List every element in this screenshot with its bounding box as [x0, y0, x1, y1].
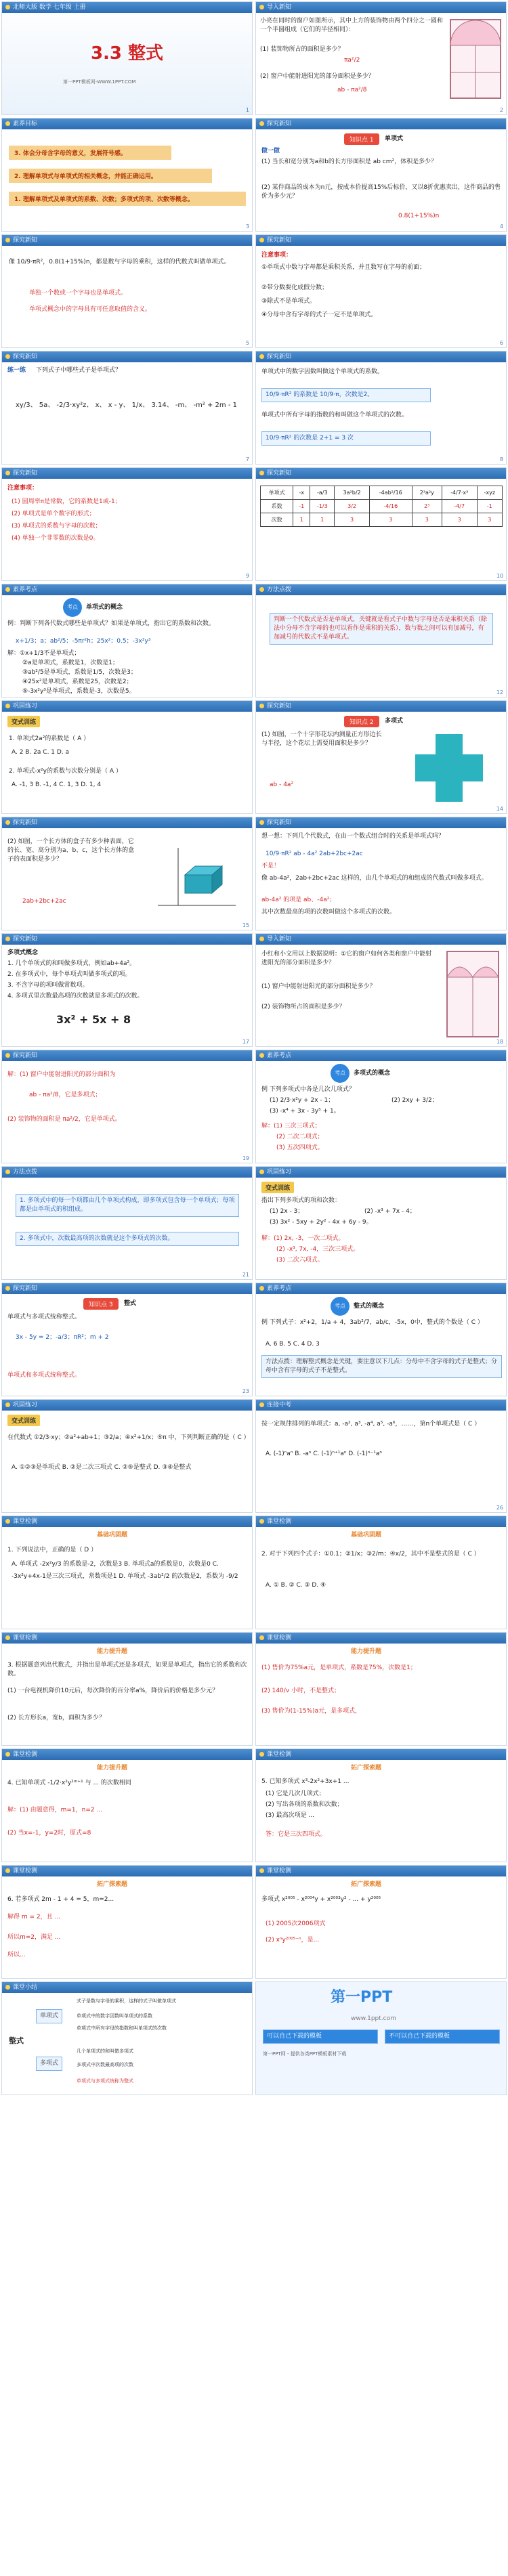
answer-1: 解得 m = 2，且 ... — [7, 1914, 61, 1920]
topic: 多项式的概念 — [354, 1070, 391, 1077]
slide-notice: 探究新知 注意事项： ①单项式中数与字母都是乘积关系，并且数写在字母的前面； ②带分数要化成假分数； ③除式不是单项式。 ④分母中含有字母的式子一定不是单项式。 6 — [255, 234, 507, 348]
slide-header: 探究新知 — [256, 351, 506, 362]
sub-2: (2) 长方形长a，宽b，面积为多少？ — [7, 1715, 105, 1721]
slide-test-6 — [255, 1748, 507, 1862]
slide-header: 探究新知 — [256, 235, 506, 246]
title: 基础巩固题 — [351, 1532, 382, 1539]
slide-header: 方法点拨 — [2, 1167, 252, 1178]
question: 例 下列多项式中各是几次几项式？ — [261, 1086, 355, 1093]
answer-2: (2) -x³, 7x, -4，三次三项式。 — [276, 1246, 360, 1253]
question: 1. 下列说法中，正确的是（ D ） — [7, 1547, 98, 1553]
items: x+1/3；a；ab²/5；-5πr²h；25x²；0.5；-3x²y³ — [16, 638, 151, 645]
slide-header: 巩固练习 — [2, 701, 252, 712]
answer-1: (1) 2005次2006项式 — [266, 1920, 326, 1927]
center-node: 整式 — [9, 2036, 24, 2045]
slide-cover: 北师大版 数学 七年级 上册 3.3 整式 第一PPT模板网-WWW.1PPT.COM 1 — [1, 1, 253, 115]
notice-3: (3) 单项式的系数与字母的次数； — [12, 523, 102, 530]
right-heading[interactable]: 不可以自己下载的模板 — [385, 2030, 500, 2044]
notice-4: ④分母中含有字母的式子一定不是单项式。 — [261, 312, 377, 318]
rule-1: 式子是数与字母的乘积，这样的式子叫做单项式 — [77, 1998, 176, 2004]
method-1: 1. 多项式中的每一个项都由几个单项式构成，即多项式包含每一个单项式；每项都是由单项式的积组成。 — [16, 1194, 239, 1217]
question: 小红和小文用以上数据说明：①它的窗户如何各类和窗户中能射进阳光的部分面积是多少？ — [261, 951, 432, 966]
demo-formula: 3x² + 5x + 8 — [56, 1013, 131, 1026]
answer-2: ab - πa²/8 — [337, 87, 367, 93]
slide-test-5 — [1, 1748, 253, 1862]
practice-title: 变式训练 — [7, 716, 40, 727]
question: (1) 如图，一个十字形花坛内测量正方形边长与半径，这个花坛上需要用面积是多少？ — [261, 731, 382, 747]
slide-header: 课堂检测 — [256, 1516, 506, 1527]
slide-header: 课堂检测 — [2, 1516, 252, 1527]
slide-header: 课堂检测 — [2, 1866, 252, 1876]
answer-1: πa²/2 — [344, 57, 360, 64]
slide-goals: 素养目标 3. 体会分母含字母的意义，发展符号感。 2. 理解单项式与单项式的相关概念，并能正确运用。 1. 理解单项式及单项式的系数、次数；多项式的项、次数等概念。 3 — [1, 118, 253, 232]
slide-answer: 探究新知 解：(1) 窗户中能射进阳光的部分面积为 ab - πa²/8，它是多项式； (2) 装饰物的面积是 πa²/2，它是单项式。 19 — [1, 1050, 253, 1163]
cross-figure — [412, 731, 486, 805]
notice-2: (2) 单项式是单个数字的形式； — [12, 511, 96, 517]
slide-header: 课堂检测 — [2, 1633, 252, 1644]
answer-1: 解：(1) 三次三项式； — [261, 1123, 321, 1130]
options: A. (-1)ⁿaⁿ B. -aⁿ C. (-1)ⁿ⁺¹aⁿ D. (-1)ⁿ⁻¹aⁿ — [266, 1451, 382, 1457]
topic: 单项式 — [385, 135, 404, 142]
slide-header: 导入新知 — [256, 2, 506, 13]
knowledge-tag: 知识点 1 — [344, 133, 379, 145]
answer-2: ②a是单项式，系数是1，次数是1； — [22, 660, 119, 666]
slide-example — [1, 584, 253, 697]
slide-practice-1: 探究新知 练一练 下列式子中哪些式子是单项式？ xy/3、 5a、 -2/3·xy²z、 x、 x - y、 1/x、 3.14、 -m、 -m² + 2m - 1 7 — [1, 351, 253, 465]
slide-header: 素养考点 — [256, 1050, 506, 1061]
sub-2: (2) 写出各项的系数和次数； — [266, 1801, 343, 1808]
answer-2: (2) xⁿy²⁰⁰⁵⁻ⁿ，是... — [266, 1937, 320, 1944]
topic: 整式 — [124, 1300, 137, 1307]
node-poly: 多项式 — [36, 2057, 62, 2071]
question-1: (1) 装饰物所占的面积是多少？ — [260, 46, 344, 53]
slide-summary-final — [1, 1981, 253, 2095]
answer-3: (3) 二次六项式。 — [276, 1257, 324, 1264]
question-1: (1) 当长和宽分别为a和b的长方形面积是 ab cm²，体积是多少？ — [261, 158, 438, 165]
rule-2: 单项式中的数字因数叫单项式的系数 — [77, 2013, 152, 2019]
text: 单项式与多项式统称整式。 — [7, 1314, 81, 1321]
slide-ad — [255, 1981, 507, 2095]
slide-knowledge-1: 探究新知 知识点 1 单项式 做一做 (1) 当长和宽分别为a和b的长方形面积是 ab cm²，体积是多少？ (2) 某件商品的成本为n元，按成本价提高15%后标价，又以8折优惠卖出，这件商品的售价为多少元？ 0.8(1+15%)n 4 — [255, 118, 507, 232]
slide-header: 探究新知 — [256, 468, 506, 479]
method-text: 判断一个代数式是否是单项式，关键就是看式子中数与字母是否是乘积关系（除法中分母不含字母的也可以看作是乘积的关系），数与数之间可以有加减号，有加减号的代数式不是单项式。 — [270, 613, 493, 645]
notice-3: ③除式不是单项式。 — [261, 298, 316, 305]
slide-header: 探究新知 — [2, 817, 252, 828]
question: 下列式子中哪些式子是单项式？ — [36, 367, 122, 374]
slide-header: 连接中考 — [256, 1400, 506, 1411]
question-2: (2) 窗户中能射进阳光的部分面积是多少？ — [260, 73, 375, 80]
def-2: 单项式中所有字母的指数的和叫做这个单项式的次数。 — [261, 412, 408, 418]
answer-1: 解：(1) 2x, -3，一次二项式。 — [261, 1235, 345, 1242]
table-row: 次数 1 1 3 3 3 3 3 — [261, 513, 503, 527]
slide-knowledge-4: 探究新知 知识点 3 整式 单项式与多项式统称整式。 3x - 5y = 2；-a/3；πR²；m + 2 单项式和多项式统称整式。 23 — [1, 1283, 253, 1396]
practice-title: 变式训练 — [261, 1182, 294, 1193]
notice-2: ②带分数要化成假分数； — [261, 284, 329, 291]
slide-knowledge-2: 探究新知 像 10/9·πR²，0.8(1+15%)n，都是数与字母的乘积，这样的代数式叫做单项式。 单独一个数或一个字母也是单项式。 单项式概念中的字母具有可任意取值的含义。 5 — [1, 234, 253, 348]
question: 6. 若多项式 2m - 1 + 4 = 5，m=2... — [7, 1896, 114, 1903]
slide-header: 课堂检测 — [256, 1633, 506, 1644]
item-3: (3) 3x² - 5xy + 2y² - 4x + 6y - 9。 — [270, 1219, 373, 1226]
rule-1: 1. 几个单项式的和叫做多项式，例如ab+4a²。 — [7, 960, 136, 967]
question: 在代数式 ①2/3·xy；②a²+ab+1；③2/a；④x²+1/x；⑤π 中，下列判断正确的是（ C ） — [7, 1434, 250, 1441]
options-1: A. 2 B. 2a C. 1 D. a — [12, 749, 70, 756]
answer-3: (3) 售价为(1-15%)a元，是多项式， — [261, 1708, 362, 1715]
item-2: (2) 2xy + 3/2； — [391, 1097, 438, 1104]
slide-test-4 — [255, 1632, 507, 1746]
slide-coefficient: 探究新知 单项式中的数字因数叫做这个单项式的系数。 10/9·πR² 的系数是 10/9·π，次数是2。 单项式中所有字母的指数的和叫做这个单项式的次数。 10/9·πR² 的次数是 2+1 = 3 次 8 — [255, 351, 507, 465]
answer: 不是！ — [261, 863, 280, 870]
site-url: www.1ppt.com — [351, 2015, 396, 2022]
slide-header: 探究新知 — [2, 1283, 252, 1294]
item-1: (1) 2/3·x²y + 2x - 1； — [270, 1097, 335, 1104]
window-figure — [449, 18, 502, 100]
rule-6: 单项式与多项式统称为整式 — [77, 2078, 133, 2084]
title: 基础巩固题 — [97, 1532, 128, 1539]
answer-2: ab - πa²/8，它是多项式； — [29, 1092, 102, 1098]
title: 能力提升题 — [97, 1648, 128, 1655]
degree: 其中次数最高的项的次数叫做这个多项式的次数。 — [261, 909, 396, 916]
rule-4: 几个单项式的和叫做多项式 — [77, 2048, 133, 2054]
answer-3: 所以... — [7, 1952, 26, 1958]
practice-title: 变式训练 — [7, 1415, 40, 1426]
question: 2. 对于下列四个式子：①0.1；②1/x；③2/m；④x/2，其中不是整式的是（ C ） — [261, 1551, 480, 1558]
question-2: 2. 单项式-x²y的系数与次数分别是（ A ） — [9, 768, 122, 775]
question-3: (2) 装饰物所占的面积是多少？ — [261, 1004, 345, 1010]
window-figure — [446, 950, 500, 1038]
slide-example-3 — [255, 1283, 507, 1396]
intro: 想一想：下列几个代数式，在由一个数式组合时的关系是单项式吗？ — [261, 833, 445, 840]
answer-2: 所以m=2，满足 ... — [7, 1934, 61, 1941]
notice-title: 注意事项： — [261, 252, 293, 259]
note-1: 单独一个数或一个字母也是单项式。 — [29, 290, 127, 297]
answer-2: (2) 140/v 小时，不是整式； — [261, 1688, 341, 1694]
slide-header: 素养考点 — [256, 1283, 506, 1294]
definition: 像 10/9·πR²，0.8(1+15%)n，都是数与字母的乘积，这样的代数式叫做单项式。 — [9, 259, 230, 265]
question: 小亮在同时的窗户如图所示，其中上方的装饰物由两个四分之一圆和一个半圆组成（它们的半径相同）： — [260, 18, 444, 33]
answer-3: ③ab²/5是单项式，系数是1/5，次数是3； — [22, 669, 137, 676]
example-2: 10/9·πR² 的次数是 2+1 = 3 次 — [261, 431, 431, 446]
example-1: 10/9·πR² 的系数是 10/9·π，次数是2。 — [261, 388, 431, 402]
badge: 考点 — [331, 1064, 350, 1083]
answer: 0.8(1+15%)n — [398, 213, 440, 219]
slide-example-2 — [255, 1050, 507, 1163]
goal-2: 2. 理解单项式与单项式的相关概念，并能正确运用。 — [9, 169, 212, 183]
notice-1: (1) 圆周率π是常数，它的系数是1或-1； — [12, 498, 121, 505]
answer-3: (3) 五次四项式。 — [276, 1144, 324, 1151]
item-1: (1) 2x - 3； — [270, 1208, 304, 1215]
question: 按一定规律排列的单项式：a, -a², a³, -a⁴, a⁵, -a⁶，……，第n个单项式是（ C ） — [261, 1421, 481, 1427]
cube-figure — [151, 844, 239, 912]
note: 单项式和多项式统称整式。 — [7, 1372, 81, 1379]
slide-test-7 — [1, 1865, 253, 1979]
question: 指出下列多项式的项和次数： — [261, 1197, 341, 1204]
title: 拓广探索题 — [97, 1881, 128, 1888]
options-2: A. -1, 3 B. -1, 4 C. 1, 3 D. 1, 4 — [12, 781, 102, 788]
title: 多项式概念 — [7, 949, 39, 956]
method-note: 方法点拨：理解整式概念是关键，要注意以下几点：分母中不含字母的式子是整式；分母中含有字母的式子不是整式。 — [261, 1355, 502, 1378]
slide-header: 课堂检测 — [2, 1749, 252, 1760]
node-mono: 单项式 — [36, 2009, 62, 2023]
question: 例：判断下列各代数式哪些是单项式？如果是单项式，指出它的系数和次数。 — [7, 620, 215, 627]
slide-summary-1: 方法点拨 判断一个代数式是否是单项式，关键就是看式子中数与字母是否是乘积关系（除法中分母不含字母的也可以看作是乘积的关系），数与数之间可以有加减号，有加减号的代数式不是单项式。 12 — [255, 584, 507, 697]
slide-test-3 — [1, 1632, 253, 1746]
items: 10/9·πR² ab - 4a² 2ab+2bc+2ac — [266, 851, 363, 857]
items: xy/3、 5a、 -2/3·xy²z、 x、 x - y、 1/x、 3.14、 -m、 -m² + 2m - 1 — [16, 402, 237, 409]
slide-test-8 — [255, 1865, 507, 1979]
answer-3: (2) 装饰物的面积是 πa²/2，它是单项式。 — [7, 1116, 121, 1123]
question: 例 下列式子：x²+2，1/a + 4，3ab²/7，ab/c，-5x，0中，整式的个数是（ C ） — [261, 1319, 484, 1326]
slide-header: 素养目标 — [2, 119, 252, 129]
answer-1: 解：①x+1/3不是单项式； — [7, 650, 81, 657]
answer: 答：它是三次四项式。 — [266, 1831, 327, 1838]
badge: 考点 — [331, 1297, 350, 1316]
rule-5: 多项式中次数最高项的次数 — [77, 2062, 133, 2067]
answer: ab - 4a² — [270, 781, 294, 788]
def-1: 单项式中的数字因数叫做这个单项式的系数。 — [261, 368, 384, 375]
practice-label: 做一做 — [261, 148, 280, 154]
goal-1: 1. 理解单项式及单项式的系数、次数；多项式的项、次数等概念。 — [9, 192, 246, 206]
answer: 2ab+2bc+2ac — [22, 898, 66, 905]
definition: 像 ab-4a²，2ab+2bc+2ac 这样的，由几个单项式的和组成的代数式叫做多项式。 — [261, 875, 488, 882]
options: A. 单项式 -2x²y/3 的系数是-2，次数是3 B. 单项式a的系数是0，次数是0 C. -3x²y+4x-1是三次三项式，常数项是1 D. 单项式 -3ab²/2 的次数是2，系数为 -9/2 — [12, 1561, 238, 1580]
items: 3x - 5y = 2；-a/3；πR²；m + 2 — [16, 1334, 109, 1341]
ad-text: 第一PPT网 - 提供各类PPT模板素材下载 — [263, 2051, 347, 2057]
knowledge-tag: 知识点 3 — [83, 1298, 119, 1310]
rule-2: 2. 在多项式中，每个单项式叫做多项式的项。 — [7, 971, 131, 978]
topic: 多项式 — [385, 718, 404, 725]
question: (2) 如图，一个长方体的盒子有多少种表面，它的长、宽、高分别为a、b、c，这个长方体的盒子的表面积是多少？ — [7, 838, 135, 863]
answer-5: ⑤-3x²y³是单项式，系数是-3，次数是5。 — [22, 688, 135, 695]
question: 3. 根据题意列出代数式，并指出是单项式还是多项式，如果是单项式，指出它的系数和次数。 — [7, 1662, 247, 1677]
sub-1: (1) 一台电视机降价10元后，每次降价的百分率a%，降价后的价格是多少元？ — [7, 1688, 219, 1694]
title: 拓广探索题 — [351, 1765, 382, 1772]
slide-link: 连接中考 按一定规律排列的单项式：a, -a², a³, -a⁴, a⁵, -a⁶，……，第n个单项式是（ C ） A. (-1)ⁿaⁿ B. -aⁿ C. (-1)ⁿ⁺¹aⁿ D. (-1)ⁿ⁻¹aⁿ 26 — [255, 1399, 507, 1513]
page-title: 3.3 整式 — [90, 43, 164, 64]
answer-2: (2) 二次二项式； — [276, 1134, 324, 1140]
slide-header: 巩固练习 — [256, 1167, 506, 1178]
options: A. ① B. ② C. ③ D. ④ — [266, 1582, 326, 1589]
slide-intro: 导入新知 小亮在同时的窗户如图所示，其中上方的装饰物由两个四分之一圆和一个半圆组成（它们的半径相同）： (1) 装饰物所占的面积是多少？ πa²/2 (2) 窗户中能射进阳光的部分面积是多少？ ab - πa²/8 2 — [255, 1, 507, 115]
question-2: (1) 窗户中能射进阳光的部分面积是多少？ — [261, 983, 376, 990]
title: 拓广探索题 — [351, 1881, 382, 1888]
slide-window-2: 导入新知 小红和小文用以上数据说明：①它的窗户如何各类和窗户中能射进阳光的部分面积是多少？ (1) 窗户中能射进阳光的部分面积是多少？ (2) 装饰物所占的面积是多少？ 18 — [255, 933, 507, 1047]
answer-1: 解：(1) 窗户中能射进阳光的部分面积为 — [7, 1071, 116, 1078]
slide-header: 课堂小结 — [2, 1982, 252, 1993]
goal-3: 3. 体会分母含字母的意义，发展符号感。 — [9, 146, 171, 160]
logo: 第一PPT — [331, 1989, 393, 2006]
question: 5. 已知多项式 x³-2x²+3x+1 ... — [261, 1778, 350, 1785]
note-2: 单项式概念中的字母具有可任意取值的含义。 — [29, 306, 152, 313]
slide-header: 素养考点 — [2, 584, 252, 595]
title: 能力提升题 — [97, 1765, 128, 1772]
slide-header: 课堂检测 — [256, 1866, 506, 1876]
slide-header: 探究新知 — [256, 119, 506, 129]
slide-header: 探究新知 — [2, 468, 252, 479]
slide-poly-def — [255, 817, 507, 930]
slide-header: 探究新知 — [2, 235, 252, 246]
title: 能力提升题 — [351, 1648, 382, 1655]
sub-1: (1) 它是几次几项式； — [266, 1790, 325, 1797]
slide-practice-4 — [1, 1399, 253, 1513]
slide-practice-2 — [1, 700, 253, 814]
slide-header: 北师大版 数学 七年级 上册 — [2, 2, 252, 13]
slide-notice-2: 探究新知 注意事项： (1) 圆周率π是常数，它的系数是1或-1； (2) 单项式是单个数字的形式； (3) 单项式的系数与字母的次数； (4) 单独一个非零数的次数是0。 9 — [1, 467, 253, 581]
rule-4: 4. 多项式里次数最高项的次数就是多项式的次数。 — [7, 993, 144, 1000]
answer-2: (2) 当x=-1，y=2时，原式=8 — [7, 1830, 91, 1837]
question: 4. 已知单项式 -1/2·x²y²ᵐ⁺¹ 与 ... 的次数相同 — [7, 1780, 131, 1786]
knowledge-tag: 知识点 2 — [344, 716, 379, 727]
sub-3: (3) 最高次项是 ... — [266, 1812, 315, 1819]
slide-test-1 — [1, 1516, 253, 1629]
slide-practice-3 — [255, 1166, 507, 1280]
slide-header: 课堂检测 — [256, 1749, 506, 1760]
subtitle: 第一PPT模板网-WWW.1PPT.COM — [63, 79, 136, 85]
method-2: 2. 多项式中，次数最高项的次数就是这个多项式的次数。 — [16, 1232, 239, 1246]
slide-header: 探究新知 — [2, 1050, 252, 1061]
table-row: 单项式 -x -a/3 3a²b/2 -4ab²/16 2³a²y -4/7·x³ -xyz — [261, 486, 503, 500]
badge: 考点 — [63, 598, 82, 617]
options: A. ①②③是单项式 B. ②是二次三项式 C. ②⑤是整式 D. ③④是整式 — [12, 1464, 192, 1471]
terms: ab-4a² 的项是 ab、-4a²； — [261, 897, 336, 903]
slide-header: 探究新知 — [2, 934, 252, 945]
question-2: (2) 某件商品的成本为n元，按成本价提高15%后标价，又以8折优惠卖出，这件商品的售价为多少元？ — [261, 184, 501, 200]
item-2: (2) -x³ + 7x - 4； — [364, 1208, 416, 1215]
slide-summary-2: 方法点拨 1. 多项式中的每一个项都由几个单项式构成，即多项式包含每一个单项式；每项都是由单项式的积组成。 2. 多项式中，次数最高项的次数就是这个多项式的次数。 21 — [1, 1166, 253, 1280]
notice-4: (4) 单独一个非零数的次数是0。 — [12, 535, 100, 542]
slide-header: 探究新知 — [256, 701, 506, 712]
notice-1: ①单项式中数与字母都是乘积关系，并且数写在字母的前面； — [261, 264, 426, 271]
slide-knowledge-3: 探究新知 知识点 2 多项式 (1) 如图，一个十字形花坛内测量正方形边长与半径，这个花坛上需要用面积是多少？ ab - 4a² 14 — [255, 700, 507, 814]
slide-header: 探究新知 — [256, 817, 506, 828]
answer-1: 解：(1) 由题意得，m=1，n=2 ... — [7, 1807, 103, 1813]
slide-cube: 探究新知 (2) 如图，一个长方体的盒子有多少种表面，它的长、宽、高分别为a、b、c，这个长方体的盒子的表面积是多少？ 2ab+2bc+2ac 15 — [1, 817, 253, 930]
answer-4: ④25x²是单项式，系数是25，次数是2； — [22, 679, 133, 685]
slide-poly-terms: 探究新知 多项式概念 1. 几个单项式的和叫做多项式，例如ab+4a²。 2. 在多项式中，每个单项式叫做多项式的项。 3. 不含字母的项叫做常数项。 4. 多项式里次数最高项的次数就是多项式的次数。 3x² + 5x + 8 17 — [1, 933, 253, 1047]
slide-table: 探究新知 单项式 -x -a/3 3a²b/2 -4ab²/16 2³a²y -4/7·x³ -xyz 系数 -1 -1/3 3/2 -4/16 2³ -4/7 -1 次数 1 1 3 3 3 3 3 10 — [255, 467, 507, 581]
question: 多项式 x²⁰⁰⁵ - x²⁰⁰⁴y + x²⁰⁰³y² - ... + y²⁰⁰⁵ — [261, 1896, 381, 1903]
topic: 整式的概念 — [354, 1303, 385, 1310]
slide-header: 导入新知 — [256, 934, 506, 945]
topic: 单项式的概念 — [86, 604, 123, 611]
rule-3: 单项式中所有字母的指数和叫单项式的次数 — [77, 2025, 167, 2031]
rule-3: 3. 不含字母的项叫做常数项。 — [7, 982, 89, 989]
table-row: 系数 -1 -1/3 3/2 -4/16 2³ -4/7 -1 — [261, 500, 503, 513]
question-1: 1. 单项式2a²的系数是（ A ） — [9, 735, 90, 742]
coef-table — [260, 486, 503, 527]
slide-header: 巩固练习 — [2, 1400, 252, 1411]
slide-test-2 — [255, 1516, 507, 1629]
options: A. 6 B. 5 C. 4 D. 3 — [266, 1341, 320, 1348]
practice-title: 练一练 — [7, 367, 26, 374]
left-heading[interactable]: 可以自己下载的模板 — [263, 2030, 378, 2044]
slide-header: 探究新知 — [2, 351, 252, 362]
slide-header: 方法点拨 — [256, 584, 506, 595]
notice-title: 注意事项： — [7, 485, 39, 492]
item-3: (3) -x⁴ + 3x - 3y⁵ + 1。 — [270, 1108, 340, 1115]
answer-1: (1) 售价为75%a元，是单项式，系数是75%，次数是1； — [261, 1665, 417, 1671]
